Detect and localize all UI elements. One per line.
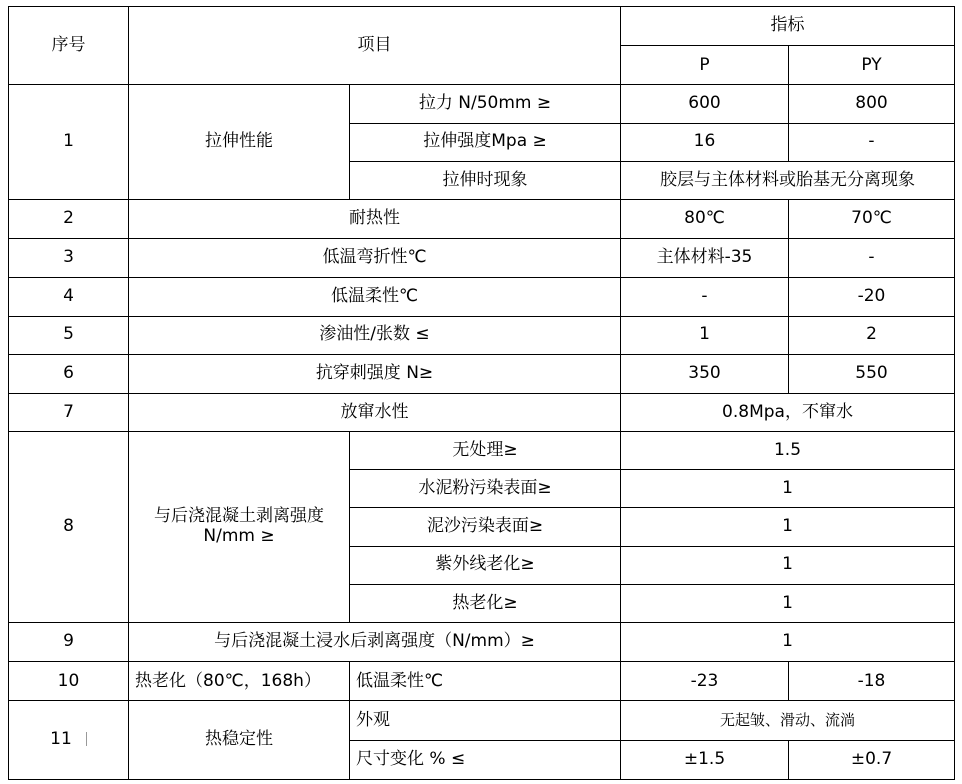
header-col-py: PY — [789, 46, 955, 85]
row-subitem: 拉伸强度Mpa ≥ — [350, 123, 621, 161]
row-subitem: 水泥粉污染表面≥ — [350, 470, 621, 508]
cell-merged: 1.5 — [621, 432, 955, 470]
row-item: 拉伸性能 — [129, 85, 350, 200]
table-row — [9, 623, 955, 662]
row-subitem: 泥沙污染表面≥ — [350, 508, 621, 546]
row-subitem: 无处理≥ — [350, 432, 621, 470]
table-row — [9, 662, 955, 701]
row-seq: 4 — [9, 278, 129, 316]
row-subitem: 拉伸时现象 — [350, 161, 621, 199]
table-row — [9, 701, 955, 740]
row-seq-label: 11 — [50, 729, 72, 750]
row-item: 抗穿刺强度 N≥ — [129, 354, 621, 393]
row-item: 与后浇混凝土剥离强度N/mm ≥ — [129, 432, 350, 623]
cell-p: 16 — [621, 123, 789, 161]
table-row — [9, 85, 955, 123]
header-seq: 序号 — [9, 7, 129, 85]
row-seq: 8 — [9, 432, 129, 623]
row-item: 耐热性 — [129, 199, 621, 238]
cell-py: - — [789, 123, 955, 161]
cell-merged: 胶层与主体材料或胎基无分离现象 — [621, 161, 955, 199]
cell-p: ±1.5 — [621, 740, 789, 779]
cell-py: 70℃ — [789, 199, 955, 238]
cell-p: 350 — [621, 354, 789, 393]
cell-p: -23 — [621, 662, 789, 701]
specification-table — [8, 6, 955, 780]
row-seq: 2 — [9, 199, 129, 238]
cell-p: 1 — [621, 316, 789, 354]
cell-py: ±0.7 — [789, 740, 955, 779]
row-subitem: 热老化≥ — [350, 584, 621, 622]
cell-p: 主体材料-35 — [621, 239, 789, 278]
cell-py: -18 — [789, 662, 955, 701]
row-subitem: 紫外线老化≥ — [350, 546, 621, 584]
table-row — [9, 239, 955, 278]
row-seq: 6 — [9, 354, 129, 393]
table-row — [9, 354, 955, 393]
header-col-p: P — [621, 46, 789, 85]
header-item: 项目 — [129, 7, 621, 85]
row-seq: 7 — [9, 393, 129, 431]
row-item: 热稳定性 — [129, 701, 350, 780]
table-row — [9, 432, 955, 470]
row-seq: 9 — [9, 623, 129, 662]
row-seq: 10 — [9, 662, 129, 701]
cell-py: 2 — [789, 316, 955, 354]
row-subitem: 尺寸变化 % ≤ — [350, 740, 621, 779]
cell-merged: 1 — [621, 584, 955, 622]
table-row — [9, 199, 955, 238]
cell-merged: 1 — [621, 546, 955, 584]
row-item: 低温柔性℃ — [129, 278, 621, 316]
cell-merged: 无起皱、滑动、流淌 — [621, 701, 955, 740]
row-item: 与后浇混凝土浸水后剥离强度（N/mm）≥ — [129, 623, 621, 662]
row-item: 低温弯折性℃ — [129, 239, 621, 278]
row-seq: 1 — [9, 85, 129, 200]
cell-merged: 1 — [621, 470, 955, 508]
row-item: 渗油性/张数 ≤ — [129, 316, 621, 354]
row-seq: 3 — [9, 239, 129, 278]
cell-py: - — [789, 239, 955, 278]
cell-p: 80℃ — [621, 199, 789, 238]
cell-p: 600 — [621, 85, 789, 123]
header-indicator: 指标 — [621, 7, 955, 46]
text-cursor-mark — [86, 732, 87, 746]
row-item: 热老化（80℃，168h） — [129, 662, 350, 701]
table-row — [9, 278, 955, 316]
cell-merged: 1 — [621, 623, 955, 662]
row-subitem: 外观 — [350, 701, 621, 740]
table-row — [9, 316, 955, 354]
row-subitem: 拉力 N/50mm ≥ — [350, 85, 621, 123]
cell-py: 800 — [789, 85, 955, 123]
cell-p: - — [621, 278, 789, 316]
row-subitem: 低温柔性℃ — [350, 662, 621, 701]
row-seq — [9, 701, 129, 780]
header-row — [9, 7, 955, 46]
cell-py: 550 — [789, 354, 955, 393]
row-seq: 5 — [9, 316, 129, 354]
table-row — [9, 393, 955, 431]
row-item: 放窜水性 — [129, 393, 621, 431]
cell-merged: 0.8Mpa，不窜水 — [621, 393, 955, 431]
cell-py: -20 — [789, 278, 955, 316]
cell-merged: 1 — [621, 508, 955, 546]
